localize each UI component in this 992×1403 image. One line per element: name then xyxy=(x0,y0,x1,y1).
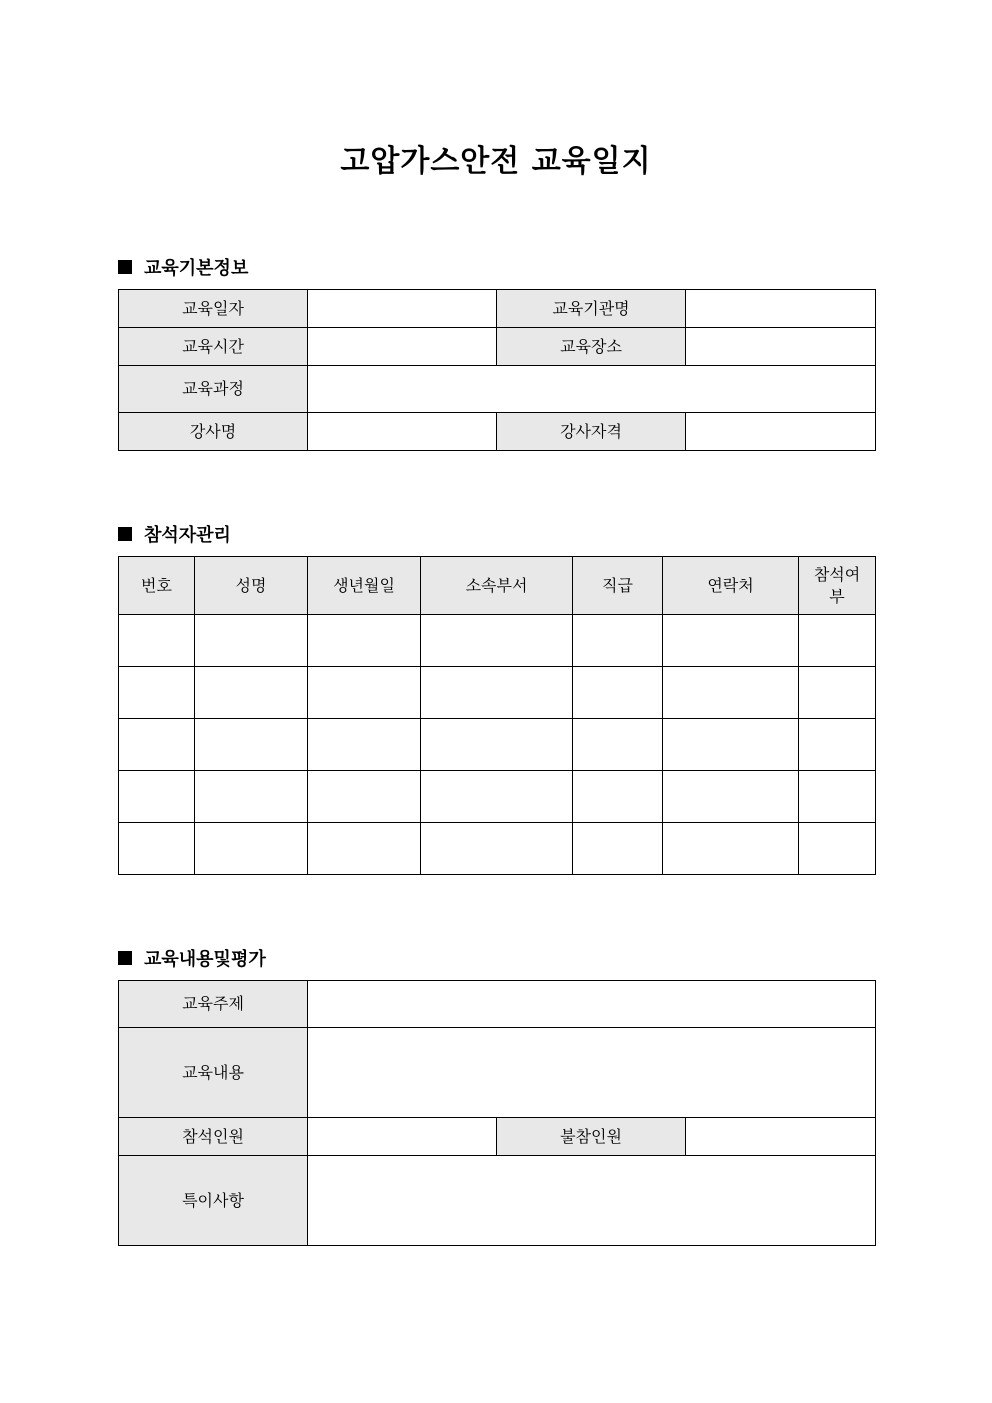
topic-label: 교육주제 xyxy=(119,981,308,1028)
instructor-label: 강사명 xyxy=(119,413,308,451)
table-row xyxy=(119,1118,876,1156)
square-bullet-icon xyxy=(118,260,132,274)
table-row xyxy=(119,719,876,771)
table-cell[interactable] xyxy=(421,771,573,823)
place-field[interactable] xyxy=(686,328,876,366)
table-cell[interactable] xyxy=(119,771,195,823)
table-row xyxy=(119,1156,876,1246)
present-field[interactable] xyxy=(308,1118,497,1156)
table-cell[interactable] xyxy=(573,667,663,719)
table-cell[interactable] xyxy=(799,615,876,667)
table-cell[interactable] xyxy=(663,823,799,875)
topic-field[interactable] xyxy=(308,981,876,1028)
table-cell[interactable] xyxy=(308,823,421,875)
present-label: 참석인원 xyxy=(119,1118,308,1156)
table-cell[interactable] xyxy=(308,719,421,771)
table-row xyxy=(119,290,876,328)
table-cell[interactable] xyxy=(573,823,663,875)
notes-field[interactable] xyxy=(308,1156,876,1246)
table-cell[interactable] xyxy=(195,667,308,719)
square-bullet-icon xyxy=(118,527,132,541)
section-heading-content-eval xyxy=(118,945,266,971)
table-row xyxy=(119,981,876,1028)
content-field[interactable] xyxy=(308,1028,876,1118)
date-label: 교육일자 xyxy=(119,290,308,328)
table-cell[interactable] xyxy=(573,719,663,771)
table-cell[interactable] xyxy=(663,771,799,823)
section-heading-label: 참석자관리 xyxy=(144,525,231,546)
section-heading-label: 교육내용및평가 xyxy=(144,949,266,970)
table-header-row xyxy=(119,557,876,615)
table-cell[interactable] xyxy=(663,719,799,771)
table-cell[interactable] xyxy=(195,823,308,875)
section-heading-label: 교육기본정보 xyxy=(144,258,249,279)
absent-label: 불참인원 xyxy=(497,1118,686,1156)
column-header-number: 번호 xyxy=(119,557,195,615)
table-cell[interactable] xyxy=(119,667,195,719)
table-cell[interactable] xyxy=(663,615,799,667)
date-field[interactable] xyxy=(308,290,497,328)
column-header-position: 직급 xyxy=(573,557,663,615)
table-cell[interactable] xyxy=(573,771,663,823)
content-eval-table xyxy=(118,980,876,1246)
table-row xyxy=(119,667,876,719)
table-cell[interactable] xyxy=(119,615,195,667)
content-label: 교육내용 xyxy=(119,1028,308,1118)
place-label: 교육장소 xyxy=(497,328,686,366)
qualification-label: 강사자격 xyxy=(497,413,686,451)
instructor-field[interactable] xyxy=(308,413,497,451)
table-cell[interactable] xyxy=(799,719,876,771)
basic-info-table xyxy=(118,289,876,451)
table-cell[interactable] xyxy=(308,667,421,719)
table-row xyxy=(119,615,876,667)
absent-field[interactable] xyxy=(686,1118,876,1156)
table-cell[interactable] xyxy=(421,615,573,667)
column-header-name: 성명 xyxy=(195,557,308,615)
page-title: 고압가스안전 교육일지 xyxy=(340,144,652,179)
time-label: 교육시간 xyxy=(119,328,308,366)
table-cell[interactable] xyxy=(195,719,308,771)
table-cell[interactable] xyxy=(308,615,421,667)
table-cell[interactable] xyxy=(421,719,573,771)
table-cell[interactable] xyxy=(119,823,195,875)
table-cell[interactable] xyxy=(573,615,663,667)
table-row xyxy=(119,771,876,823)
table-row xyxy=(119,366,876,413)
table-cell[interactable] xyxy=(663,667,799,719)
square-bullet-icon xyxy=(118,951,132,965)
table-cell[interactable] xyxy=(799,823,876,875)
table-row xyxy=(119,413,876,451)
table-cell[interactable] xyxy=(799,771,876,823)
table-cell[interactable] xyxy=(195,615,308,667)
table-row xyxy=(119,823,876,875)
column-header-birthdate: 생년월일 xyxy=(308,557,421,615)
table-cell[interactable] xyxy=(421,667,573,719)
qualification-field[interactable] xyxy=(686,413,876,451)
institution-field[interactable] xyxy=(686,290,876,328)
table-row xyxy=(119,1028,876,1118)
notes-label: 특이사항 xyxy=(119,1156,308,1246)
table-cell[interactable] xyxy=(195,771,308,823)
table-cell[interactable] xyxy=(421,823,573,875)
attendee-table xyxy=(118,556,876,875)
column-header-attendance: 참석여부 xyxy=(799,557,876,615)
table-cell[interactable] xyxy=(308,771,421,823)
section-heading-basic-info xyxy=(118,254,248,280)
course-label: 교육과정 xyxy=(119,366,308,413)
time-field[interactable] xyxy=(308,328,497,366)
institution-label: 교육기관명 xyxy=(497,290,686,328)
column-header-department: 소속부서 xyxy=(421,557,573,615)
course-field[interactable] xyxy=(308,366,876,413)
table-cell[interactable] xyxy=(119,719,195,771)
table-cell[interactable] xyxy=(799,667,876,719)
column-header-contact: 연락처 xyxy=(663,557,799,615)
section-heading-attendees xyxy=(118,521,231,547)
table-row xyxy=(119,328,876,366)
